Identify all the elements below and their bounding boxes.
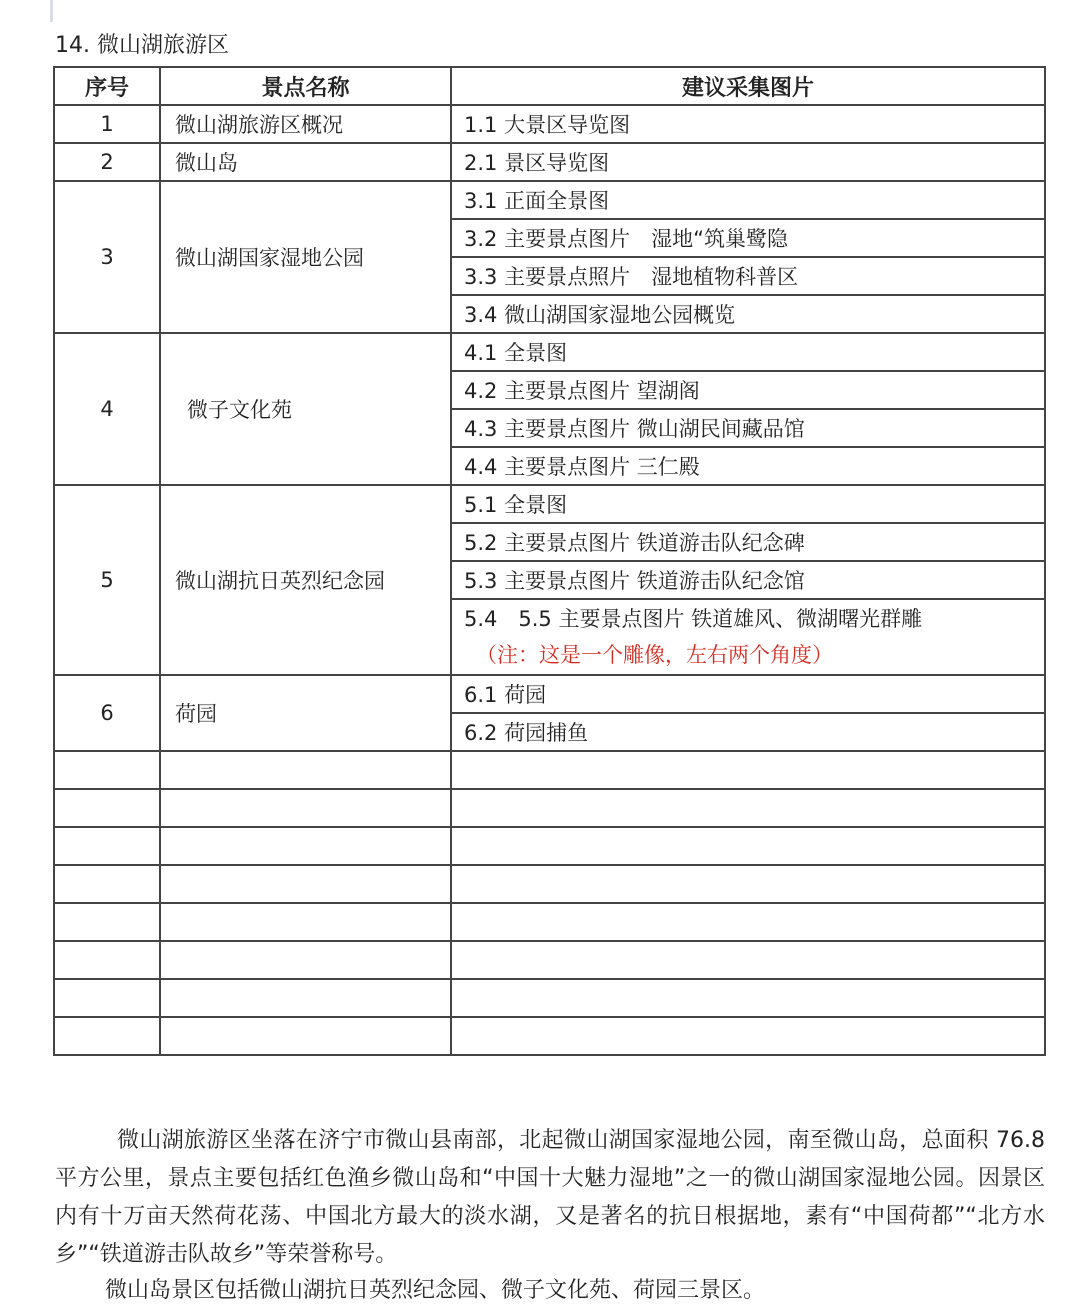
- row-number: 6: [54, 675, 160, 751]
- empty-table-row: [54, 979, 1045, 1017]
- site-name: 微山湖抗日英烈纪念园: [160, 485, 451, 675]
- image-item-with-note: [451, 599, 1045, 675]
- empty-table-row: [54, 751, 1045, 789]
- row-number: 3: [54, 181, 160, 333]
- site-name: 微山湖旅游区概况: [160, 105, 451, 143]
- table-row: [54, 181, 1045, 219]
- header-number: 序号: [54, 67, 160, 105]
- empty-cell: [54, 865, 160, 903]
- image-item: 6.2 荷园捕鱼: [451, 713, 1045, 751]
- image-item: 4.3 主要景点图片 微山湖民间藏品馆: [451, 409, 1045, 447]
- empty-cell: [54, 903, 160, 941]
- table-row: [54, 485, 1045, 523]
- header-site-name: 景点名称: [160, 67, 451, 105]
- empty-cell: [160, 941, 451, 979]
- empty-cell: [451, 789, 1045, 827]
- table-row: [54, 675, 1045, 713]
- empty-cell: [451, 751, 1045, 789]
- empty-cell: [160, 789, 451, 827]
- empty-table-row: [54, 865, 1045, 903]
- site-name: 微山岛: [160, 143, 451, 181]
- empty-cell: [160, 865, 451, 903]
- image-item: 3.1 正面全景图: [451, 181, 1045, 219]
- empty-table-row: [54, 903, 1045, 941]
- empty-cell: [54, 751, 160, 789]
- left-margin-mark: [50, 0, 53, 22]
- empty-cell: [160, 1017, 451, 1055]
- empty-cell: [160, 751, 451, 789]
- empty-cell: [451, 1017, 1045, 1055]
- summary-paragraph: 微山岛景区包括微山湖抗日英烈纪念园、微子文化苑、荷园三景区。: [105, 1278, 766, 1303]
- section-title: 14. 微山湖旅游区: [55, 33, 229, 58]
- image-item: 6.1 荷园: [451, 675, 1045, 713]
- image-item: 3.3 主要景点照片 湿地植物科普区: [451, 257, 1045, 295]
- empty-table-row: [54, 1017, 1045, 1055]
- image-item: 2.1 景区导览图: [451, 143, 1045, 181]
- image-item: 4.2 主要景点图片 望湖阁: [451, 371, 1045, 409]
- empty-cell: [54, 979, 160, 1017]
- empty-rows: [54, 751, 1045, 1055]
- table-row: [54, 105, 1045, 143]
- image-item-text: 5.4 5.5 主要景点图片 铁道雄风、微湖曙光群雕: [464, 607, 923, 631]
- empty-cell: [160, 979, 451, 1017]
- table-row: [54, 143, 1045, 181]
- site-name: 微子文化苑: [160, 333, 451, 485]
- empty-table-row: [54, 789, 1045, 827]
- empty-cell: [451, 903, 1045, 941]
- sites-table: [53, 66, 1046, 1056]
- table-row: [54, 333, 1045, 371]
- empty-cell: [160, 903, 451, 941]
- empty-cell: [451, 865, 1045, 903]
- image-item: 5.3 主要景点图片 铁道游击队纪念馆: [451, 561, 1045, 599]
- image-item: 4.4 主要景点图片 三仁殿: [451, 447, 1045, 485]
- empty-table-row: [54, 941, 1045, 979]
- empty-cell: [54, 1017, 160, 1055]
- header-suggested-images: 建议采集图片: [451, 67, 1045, 105]
- row-number: 5: [54, 485, 160, 675]
- row-number: 2: [54, 143, 160, 181]
- image-item: 3.2 主要景点图片 湿地“筑巢鹭隐: [451, 219, 1045, 257]
- image-item: 5.1 全景图: [451, 485, 1045, 523]
- image-item: 5.2 主要景点图片 铁道游击队纪念碑: [451, 523, 1045, 561]
- empty-cell: [451, 979, 1045, 1017]
- row-number: 4: [54, 333, 160, 485]
- empty-cell: [160, 827, 451, 865]
- image-item: 1.1 大景区导览图: [451, 105, 1045, 143]
- site-name: 荷园: [160, 675, 451, 751]
- empty-table-row: [54, 827, 1045, 865]
- empty-cell: [451, 827, 1045, 865]
- site-name: 微山湖国家湿地公园: [160, 181, 451, 333]
- image-note: （注：这是一个雕像，左右两个角度）: [476, 643, 833, 667]
- image-item: 3.4 微山湖国家湿地公园概览: [451, 295, 1045, 333]
- empty-cell: [451, 941, 1045, 979]
- row-number: 1: [54, 105, 160, 143]
- empty-cell: [54, 789, 160, 827]
- image-item: 4.1 全景图: [451, 333, 1045, 371]
- empty-cell: [54, 827, 160, 865]
- description-paragraph: 微山湖旅游区坐落在济宁市微山县南部，北起微山湖国家湿地公园，南至微山岛，总面积 76.8 平方公里，景点主要包括红色渔乡微山岛和“中国十大魅力湿地”之一的微山湖国家湿地公园。因景区内有十万亩天然荷花荡、中国北方最大的淡水湖，又是著名的抗日根据地，素有“中国荷都”“北方水乡”“铁道游击队故乡”等荣誉称号。: [55, 1128, 1045, 1267]
- empty-cell: [54, 941, 160, 979]
- table-header-row: [54, 67, 1045, 105]
